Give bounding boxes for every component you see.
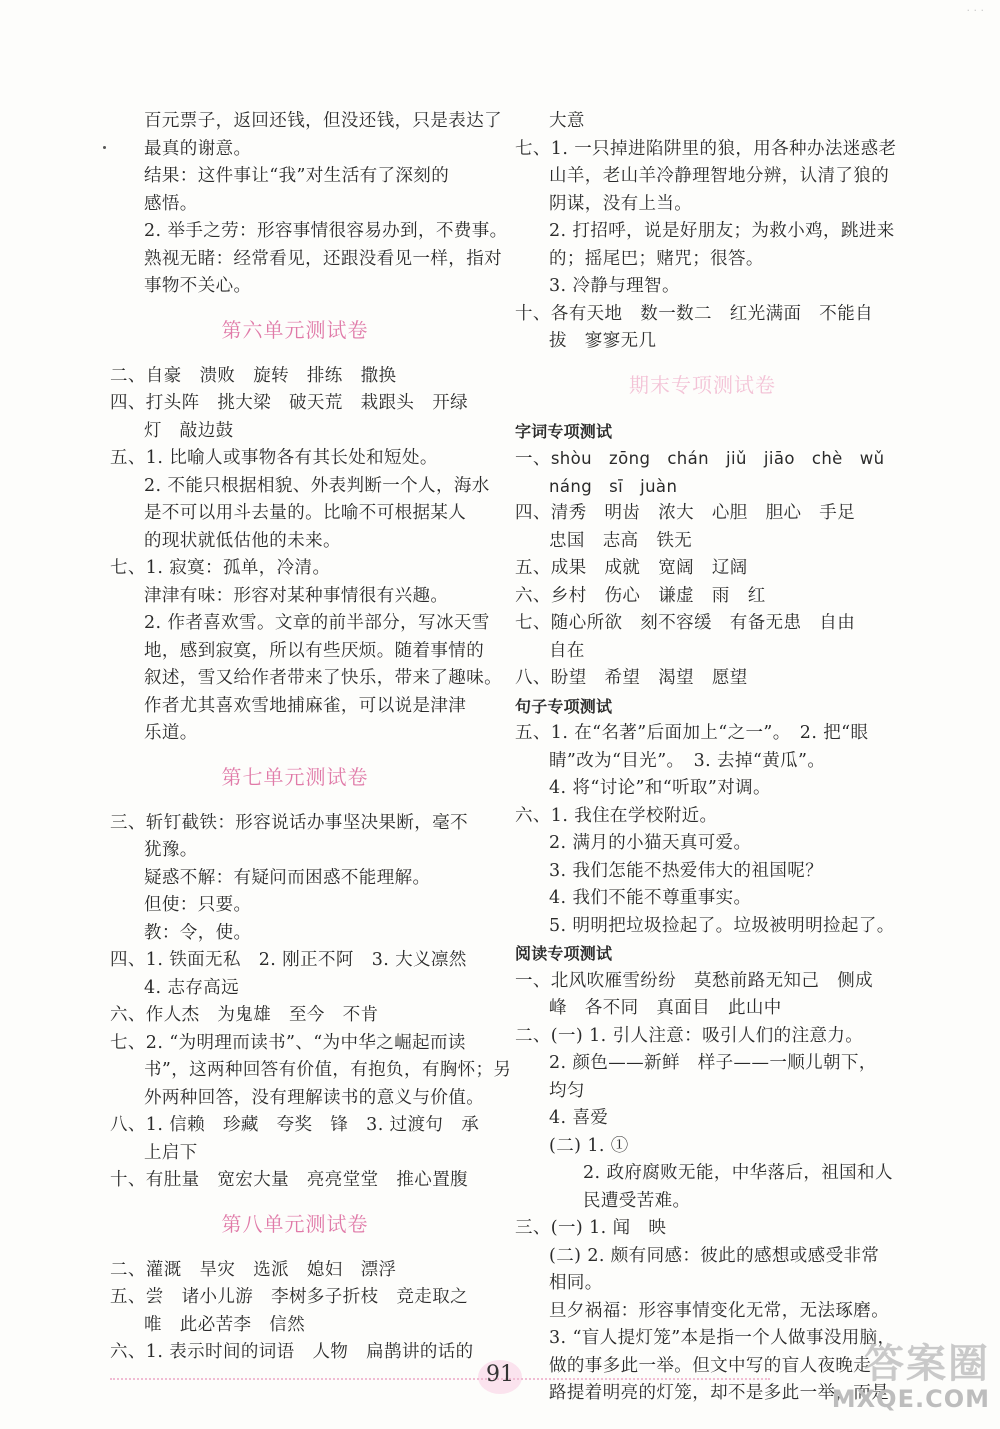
text-line: 六、作人杰 为鬼雄 至今 不肯	[110, 1005, 379, 1025]
text-line: 七、1. 寂寞：孤单，冷清。	[110, 558, 331, 578]
text-line: 唯 此必苦李 信然	[144, 1314, 306, 1335]
pinyin-word: chè	[811, 449, 843, 468]
text-line: 地，感到寂寞，所以有些厌烦。随着事情的	[144, 640, 485, 661]
text-line: 3. 我们怎能不热爱伟大的祖国呢？	[549, 860, 824, 881]
text-line: 最真的谢意。	[144, 138, 252, 159]
text-line: 民遭受苦难。	[583, 1190, 691, 1211]
text-line: 山羊，老山羊冷静理智地分辨，认清了狼的	[549, 166, 890, 186]
text-line: 书”，这两种回答有价值，有抱负，有胸怀；另	[144, 1060, 512, 1080]
text-line: (二) 1. ①	[549, 1135, 629, 1156]
text-line: 熟视无睹：经常看见，还跟没看见一样，指对	[144, 248, 502, 269]
text-line: 感悟。	[144, 193, 198, 214]
text-line: 2. 不能只根据相貌、外表判断一个人，海水	[144, 475, 490, 496]
text-line: 3. “盲人提灯笼”本是指一个人做事没用脑，	[549, 1328, 896, 1348]
text-line: 峰 各不同 真面目 此山中	[549, 998, 782, 1018]
text-line: 2. 颜色——新鲜 样子——一顺儿朝下，	[549, 1053, 877, 1073]
subheading-words: 字词专项测试	[515, 421, 613, 441]
text-line: 的现状就低估他的未来。	[144, 530, 341, 551]
text-line: 五、尝 诸小儿游 李树多子折枝 竞走取之	[110, 1287, 468, 1307]
text-line: 上启下	[144, 1142, 198, 1163]
text-line: 乐道。	[144, 723, 198, 743]
text-line: 3. 冷静与理智。	[549, 276, 680, 296]
subheading-reading: 阅读专项测试	[515, 944, 613, 963]
pinyin-word: sī	[609, 476, 624, 496]
section-heading-unit-6: 第六单元测试卷	[221, 317, 369, 342]
text-line: 但使：只要。	[144, 895, 252, 915]
pinyin-word: zōng	[609, 449, 651, 468]
text-line: 叙述，雪又给作者带来了快乐，带来了趣味。	[144, 668, 502, 688]
text-line: 4. 我们不能不尊重事实。	[549, 888, 752, 908]
text-line: 三、(一) 1. 闻 映	[515, 1218, 667, 1238]
text-line: 一、北风吹雁雪纷纷 莫愁前路无知己 侧成	[515, 970, 873, 991]
text-line: 疑惑不解：有疑问而困惑不能理解。	[144, 867, 431, 888]
right-column	[515, 108, 897, 1408]
text-line: 四、1. 铁面无私 2. 刚正不阿 3. 大义凛然	[110, 950, 467, 970]
text-line: 七、随心所欲 刻不容缓 有备无患 自由	[515, 613, 856, 633]
text-line: 四、打头阵 挑大梁 破天荒 栽跟头 开绿	[110, 393, 468, 413]
text-line: 4. 将“讨论”和“听取”对调。	[549, 778, 771, 798]
pinyin-word: juàn	[640, 476, 678, 496]
text-line: 灯 敲边鼓	[144, 420, 234, 441]
text-line: 三、斩钉截铁：形容说话办事坚决果断，毫不	[110, 812, 468, 833]
text-line: 七、1. 一只掉进陷阱里的狼，用各种办法迷惑老	[515, 138, 897, 159]
text-line: 十、有肚量 宽宏大量 亮亮堂堂 推心置腹	[110, 1170, 468, 1190]
watermark	[832, 1342, 990, 1412]
text-line: 2. 打招呼，说是好朋友；为救小鸡，跳进来	[549, 221, 895, 241]
text-line: 5. 明明把垃圾捡起了。垃圾被明明捡起了。	[549, 915, 895, 936]
section-heading-unit-7: 第七单元测试卷	[221, 764, 369, 789]
pinyin-row	[515, 473, 890, 501]
text-line: 睛”改为“目光”。 3. 去掉“黄瓜”。	[549, 750, 826, 771]
text-line: 作者尤其喜欢雪地捕麻雀，可以说是津津	[144, 695, 467, 716]
watermark-logo: 答案圈	[864, 1341, 990, 1387]
text-line: 八、盼望 希望 渴望 愿望	[515, 668, 748, 688]
text-line: 2. 满月的小猫天真可爱。	[549, 833, 752, 853]
pinyin-word: shòu	[550, 449, 593, 468]
text-line: 六、1. 表示时间的词语 人物 扁鹊讲的话的	[110, 1342, 474, 1362]
pinyin-word: jiǔ	[726, 449, 747, 468]
text-line: 2. 举手之劳：形容事情很容易办到，不费事。	[144, 221, 508, 241]
text-line: 六、1. 我住在学校附近。	[515, 805, 718, 826]
pinyin-word: chán	[667, 449, 710, 468]
text-line: 相同。	[549, 1273, 603, 1293]
section-heading-final-special: 期末专项测试卷	[629, 372, 776, 397]
text-line: 路提着明亮的灯笼，却不是多此一举，而是	[549, 1383, 890, 1403]
text-line: 忠国 志高 铁无	[549, 530, 693, 551]
text-line: 的；摇尾巴；赌咒；很答。	[549, 248, 764, 269]
text-line: 旦夕祸福：形容事情变化无常，无法琢磨。	[549, 1300, 890, 1321]
text-line: 外两种回答，没有理解读书的意义与价值。	[144, 1087, 485, 1108]
text-line: 五、1. 比喻人或事物各有其长处和短处。	[110, 448, 438, 468]
pinyin-word: náng	[549, 476, 593, 496]
left-column	[110, 108, 512, 1367]
text-line: 做的事多此一举。但文中写的盲人夜晚走	[549, 1355, 872, 1376]
text-line: 均匀	[549, 1080, 585, 1101]
text-line: 2. 作者喜欢雪。文章的前半部分，写冰天雪	[144, 613, 490, 633]
text-line: 六、乡村 伤心 谦虚 雨 红	[515, 585, 766, 606]
text-line: 五、成果 成就 宽阔 辽阔	[515, 558, 748, 578]
margin-dot	[103, 146, 106, 149]
pinyin-word: jiāo	[763, 449, 795, 468]
text-line: 二、自豪 溃败 旋转 排练 撒换	[110, 365, 397, 386]
text-line: 津津有味：形容对某种事情很有兴趣。	[144, 585, 449, 606]
text-line: (二) 2. 颇有同感：彼此的感想或感受非常	[549, 1245, 880, 1266]
pinyin-row	[515, 445, 890, 473]
pinyin-label: 一、	[515, 449, 551, 469]
text-line: 犹豫。	[144, 840, 198, 860]
text-line: 百元票子，返回还钱，但没还钱，只是表达了	[144, 111, 502, 131]
page-number: 91	[470, 1362, 530, 1387]
text-line: 结果：这件事让“我”对生活有了深刻的	[144, 166, 450, 186]
text-line: 大意	[549, 111, 585, 131]
text-line: 阴谋，没有上当。	[549, 193, 693, 214]
text-line: 教：令，使。	[144, 922, 252, 943]
text-line: 事物不关心。	[144, 276, 252, 296]
footer-decoration	[110, 1378, 770, 1392]
corner-mark: · · ·	[966, 4, 984, 17]
text-line: 4. 喜爱	[549, 1108, 609, 1128]
text-line: 自在	[549, 640, 585, 661]
watermark-site: MXQE.COM	[831, 1385, 990, 1413]
text-line: 二、(一) 1. 引人注意：吸引人们的注意力。	[515, 1025, 864, 1046]
subheading-sentences: 句子专项测试	[515, 696, 613, 716]
section-heading-unit-8: 第八单元测试卷	[221, 1211, 369, 1236]
text-line: 4. 志存高远	[144, 977, 240, 998]
text-line: 拔 寥寥无几	[549, 331, 657, 351]
pinyin-word: wǔ	[859, 449, 885, 468]
text-line: 是不可以用斗去量的。比喻不可根据某人	[144, 503, 467, 523]
text-line: 七、2. “为明理而读书”、“为中华之崛起而读	[110, 1032, 466, 1053]
text-line: 十、各有天地 数一数二 红光满面 不能自	[515, 303, 873, 324]
text-line: 五、1. 在“名著”后面加上“之一”。 2. 把“眼	[515, 723, 869, 743]
text-line: 2. 政府腐败无能，中华落后，祖国和人	[583, 1163, 893, 1183]
text-line: 八、1. 信赖 珍藏 夸奖 锋 3. 过渡句 承	[110, 1115, 480, 1135]
text-line: 四、清秀 明齿 浓大 心胆 胆心 手足	[515, 503, 856, 523]
text-line: 二、灌溉 旱灾 选派 媳妇 漂浮	[110, 1259, 397, 1280]
